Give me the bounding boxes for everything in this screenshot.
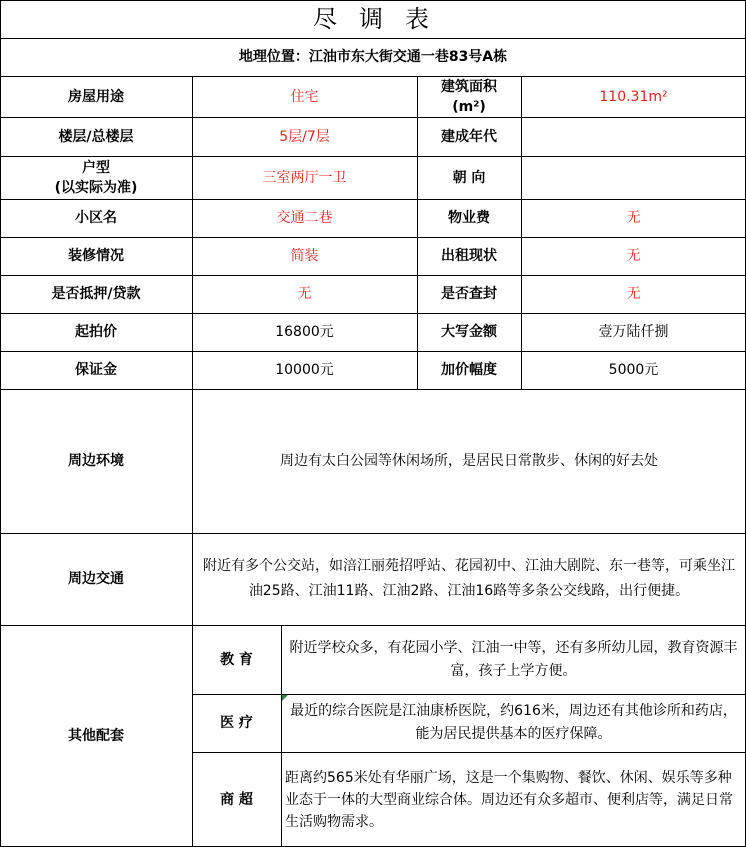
cell-comment-marker [282,695,288,701]
label-deposit: 保证金 [75,362,117,378]
grid-line [0,351,746,352]
label-transport: 周边交通 [68,571,124,587]
label-facilities: 其他配套 [68,728,124,744]
grid-line [0,625,746,626]
value-rental: 无 [626,248,641,264]
label-decoration: 装修情况 [68,248,124,264]
address-line: 地理位置：江油市东大街交通一巷83号A栋 [238,49,508,65]
education-text: 附近学校众多，有花园小学、江油一中等，还有多所幼儿园，教育资源丰富，孩子上学方便。 [289,639,738,679]
value-decoration: 简装 [290,248,319,264]
transport-text: 附近有多个公交站，如涪江丽苑招呼站、花园初中、江油大剧院、东一巷等，可乘坐江油25路、江油11路、江油2路、江油16路等多条公交线路，出行便捷。 [203,558,735,599]
grid-line [521,76,522,389]
value-area: 110.31m² [599,88,668,105]
label-start-price: 起拍价 [75,324,117,340]
value-built-year [521,117,746,156]
grid-line [0,533,746,534]
label-property-fee: 物业费 [448,210,490,226]
label-education: 教 育 [220,651,253,668]
label-amount-words: 大写金额 [441,324,497,340]
value-community: 交通二巷 [276,210,333,226]
value-mortgage: 无 [297,286,312,302]
grid-line [0,156,746,157]
grid-line [192,76,193,847]
value-property-fee: 无 [626,210,641,226]
grid-line [0,38,746,39]
label-rental: 出租现状 [441,248,497,264]
grid-line [417,76,418,389]
label-usage: 房屋用途 [68,88,124,105]
label-environment: 周边环境 [68,453,124,469]
grid-line [0,199,746,200]
grid-line [0,76,746,77]
label-seized: 是否查封 [441,286,497,302]
grid-line [281,625,282,847]
label-medical: 医 疗 [220,715,253,731]
label-layout-line1: 户型 [82,159,110,176]
value-start-price: 16800元 [275,324,334,340]
label-area-line1: 建筑面积 [441,78,497,95]
value-seized: 无 [626,286,641,302]
value-orientation [521,156,746,199]
document-title: 尽调表 [313,5,451,33]
value-increment: 5000元 [608,362,659,378]
label-community: 小区名 [75,210,117,226]
environment-text: 周边有太白公园等休闲场所，是居民日常散步、休闲的好去处 [280,453,658,469]
label-shopping: 商 超 [220,791,253,808]
value-usage: 住宅 [290,88,319,105]
grid-line [0,117,746,118]
label-floor: 楼层/总楼层 [58,128,134,145]
label-mortgage: 是否抵押/贷款 [51,286,141,302]
medical-text: 最近的综合医院是江油康桥医院，约616米，周边还有其他诊所和药店，能为居民提供基本的医疗保障。 [290,703,737,742]
grid-line [0,0,746,1]
value-layout: 三室两厅一卫 [262,169,347,186]
grid-line [192,694,746,695]
label-layout-line2: (以实际为准) [54,179,138,196]
label-area [417,76,521,117]
grid-line [0,389,746,390]
grid-line [192,752,746,753]
grid-line [0,313,746,314]
value-deposit: 10000元 [275,362,334,378]
label-increment: 加价幅度 [441,362,497,378]
shopping-text: 距离约565米处有华丽广场，这是一个集购物、餐饮、休闲、娱乐等多种业态于一体的大型商业综合体。周边还有众多超市、便利店等，满足日常生活购物需求。 [285,769,733,830]
grid-line [0,0,1,847]
value-amount-words: 壹万陆仟捌 [598,324,669,340]
label-layout [0,156,192,199]
grid-line [0,237,746,238]
label-area-line2: (m²) [452,98,486,115]
value-floor: 5层/7层 [279,128,330,145]
grid-line [0,275,746,276]
label-orientation: 朝 向 [452,169,486,186]
label-built-year: 建成年代 [441,128,497,145]
